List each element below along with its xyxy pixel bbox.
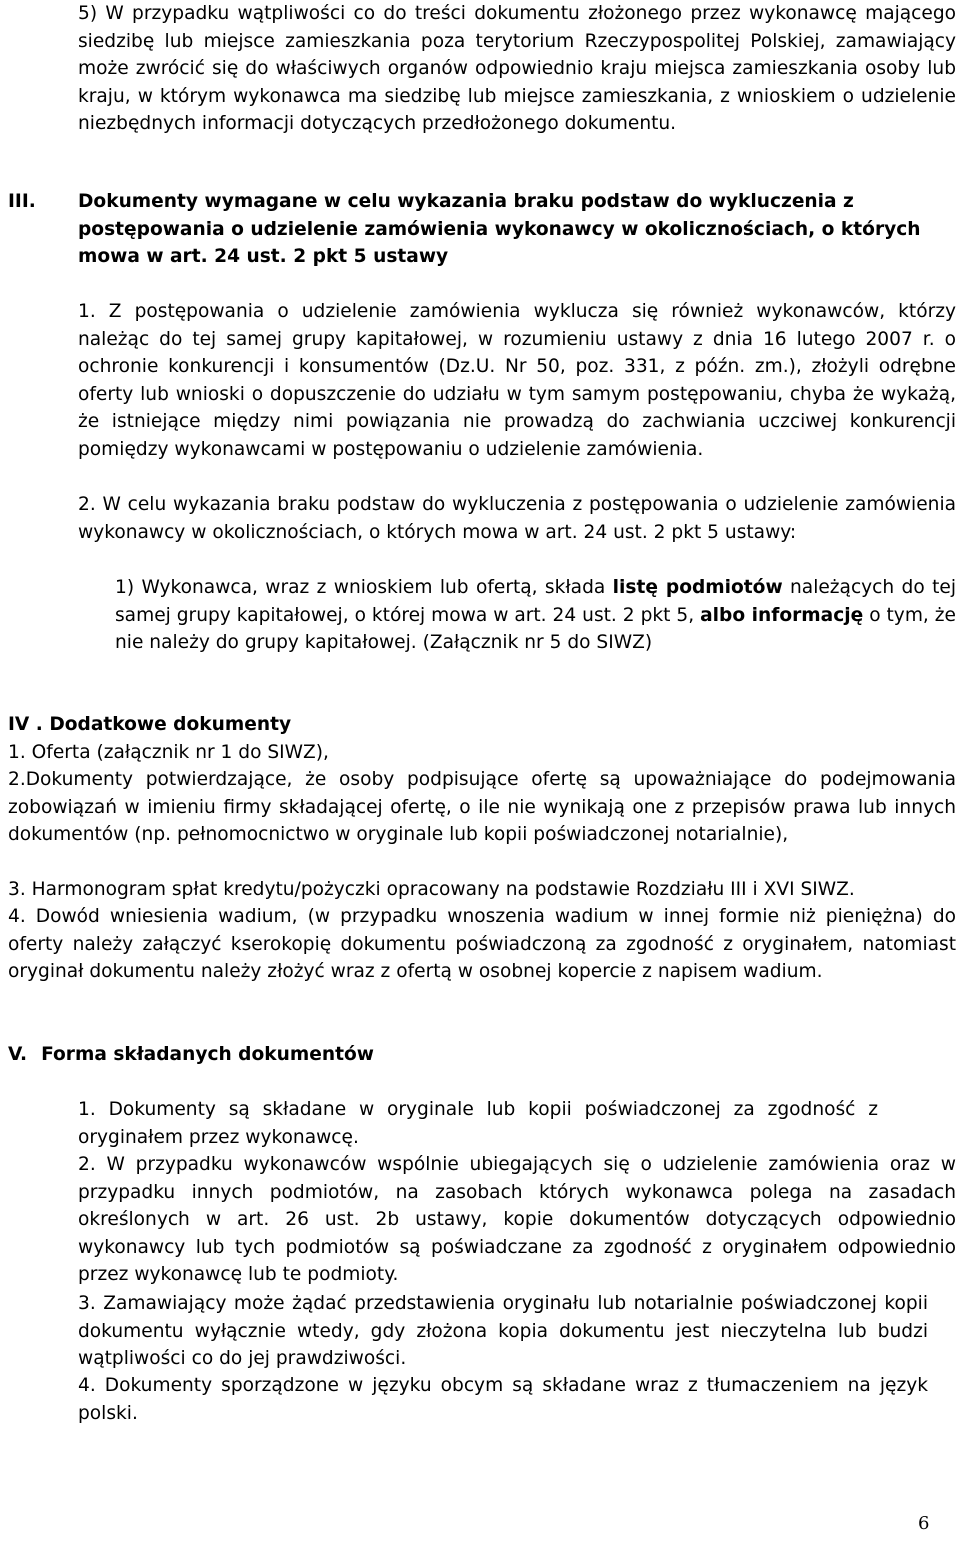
section-iv-item-1: 1. Oferta (załącznik nr 1 do SIWZ), bbox=[8, 742, 329, 763]
item-number: 4. bbox=[78, 1375, 96, 1396]
section-iv-item-2: 2.Dokumenty potwierdzające, że osoby podpisujące ofertę są upoważniające do podejmowania zobowiązań w imieniu firmy składającej ofertę, o ile nie wynikają one z przepisów prawa lub innych dokumentów (np. pełnomocnictwo w oryginale lub kopii poświadczonej notarialnie), bbox=[8, 769, 956, 846]
section-iii-item-1 bbox=[78, 298, 956, 464]
section-v-title: Forma składanych dokumentów bbox=[41, 1044, 374, 1065]
subitem-number: 1) bbox=[115, 577, 135, 598]
paragraph-item-5: 5) W przypadku wątpliwości co do treści dokumentu złożonego przez wykonawcę mającego siedzibę lub miejsce zamieszkania poza terytorium Rzeczypospolitej Polskiej, zamawiający może zwrócić się do właściwych organów odpowiednio kraju miejsca zamieszkania osoby lub kraju, w którym wykonawca ma siedzibę lub miejsce zamieszkania, z wnioskiem o udzielenie niezbędnych informacji dotyczących przedłożonego dokumentu. bbox=[78, 3, 956, 135]
page-number: 6 bbox=[918, 1513, 930, 1534]
section-iii-number: III. bbox=[8, 191, 36, 212]
subitem-text-c: należących do tej samej grupy kapitałowej, o której mowa w art. 24 ust. 2 pkt 5, bbox=[115, 577, 956, 626]
item-text: W celu wykazania braku podstaw do wykluczenia z postępowania o udzielenie zamówienia wykonawcy w okolicznościach, o których mowa w art. 24 ust. 2 pkt 5 ustawy: bbox=[78, 494, 956, 543]
section-iv-item-4: 4. Dowód wniesienia wadium, (w przypadku wnoszenia wadium w innej formie niż pieniężna) do oferty należy załączyć kserokopię dokumentu poświadczoną za zgodność z oryginałem, natomiast oryginał dokumentu należy złożyć wraz z ofertą w osobnej kopercie z napisem wadium. bbox=[8, 906, 956, 983]
item-number: 1. bbox=[78, 1099, 96, 1120]
subitem-bold-list: listę podmiotów bbox=[612, 577, 783, 598]
section-iv-item-3: 3. Harmonogram spłat kredytu/pożyczki opracowany na podstawie Rozdziału III i XVI SIWZ. bbox=[8, 879, 855, 900]
section-v-heading bbox=[8, 1041, 374, 1069]
section-v-item-3 bbox=[78, 1290, 928, 1373]
item-number: 2. bbox=[78, 1154, 96, 1175]
subitem-bold-info: albo informację bbox=[700, 604, 864, 626]
section-v-item-1 bbox=[78, 1096, 878, 1151]
subitem-text-a: Wykonawca, wraz z wnioskiem lub ofertą, składa bbox=[141, 577, 606, 598]
section-v-item-2 bbox=[78, 1151, 956, 1289]
section-iii-title: Dokumenty wymagane w celu wykazania braku podstaw do wykluczenia z postępowania o udzielenie zamówienia wykonawcy w okolicznościach, o których mowa w art. 24 ust. 2 pkt 5 ustawy bbox=[78, 191, 921, 268]
item-text: Dokumenty sporządzone w języku obcym są składane wraz z tłumaczeniem na język polski. bbox=[78, 1375, 928, 1424]
item-text: Zamawiający może żądać przedstawienia oryginału lub notarialnie poświadczonej kopii dokumentu wyłącznie wtedy, gdy złożona kopia dokumentu jest nieczytelna lub budzi wątpliwości co do jej prawdziwości. bbox=[78, 1293, 928, 1370]
item-text: Z postępowania o udzielenie zamówienia wyklucza się również wykonawców, którzy należąc do tej samej grupy kapitałowej, w rozumieniu ustawy z dnia 16 lutego 2007 r. o ochronie konkurencji i konsumentów (Dz.U. Nr 50, poz. 331, z późn. zm.), złożyli odrębne oferty lub wnioski o dopuszczenie do udziału w tym samym postępowaniu, chyba że wykażą, że istniejące między nimi powiązania nie prowadzą do zachwiania uczciwej konkurencji pomiędzy wykonawcami w postępowaniu o udzielenie zamówienia. bbox=[78, 301, 956, 460]
section-v-number: V. bbox=[8, 1044, 28, 1065]
section-v-item-4 bbox=[78, 1372, 928, 1427]
item-text: Dokumenty są składane w oryginale lub kopii poświadczonej za zgodność z oryginałem przez wykonawcę. bbox=[78, 1099, 878, 1148]
item-number: 2. bbox=[78, 494, 96, 515]
section-iv-title: IV . Dodatkowe dokumenty bbox=[8, 714, 292, 735]
item-number: 1. bbox=[78, 301, 96, 322]
item-text: W przypadku wykonawców wspólnie ubiegających się o udzielenie zamówienia oraz w przypadku innych podmiotów, na zasobach których wykonawca polega na zasadach określonych w art. 26 ust. 2b ustawy, kopie dokumentów dotyczących odpowiednio wykonawcy lub tych podmiotów są poświadczane za zgodność z oryginałem odpowiednio przez wykonawcę lub te podmioty. bbox=[78, 1154, 956, 1286]
item-number: 3. bbox=[78, 1293, 96, 1314]
section-iii-subitem-1 bbox=[115, 574, 956, 657]
section-iii-item-2 bbox=[78, 491, 956, 546]
subitem-text-e: o tym, że nie należy do grupy kapitałowej. (Załącznik nr 5 do SIWZ) bbox=[115, 604, 956, 654]
